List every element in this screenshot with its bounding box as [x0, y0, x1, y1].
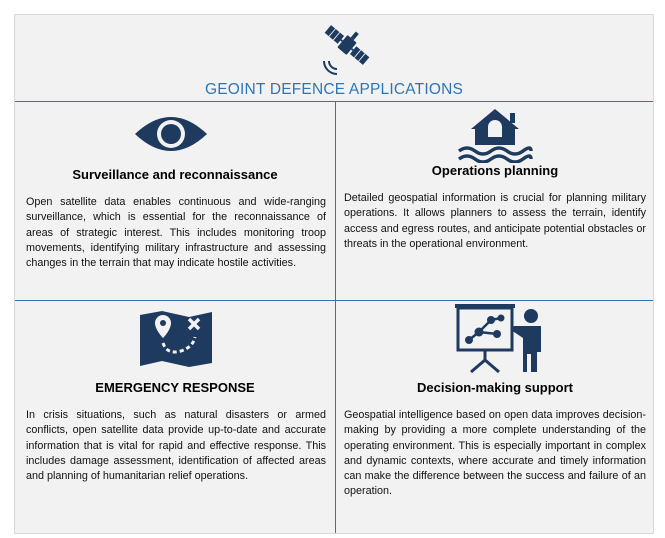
card-heading: Decision-making support: [416, 380, 574, 395]
house-flood-icon: [455, 107, 535, 163]
map-route-icon: [137, 309, 215, 369]
presentation-chart-icon: [453, 302, 549, 374]
card-text: Open satellite data enables continuous and wide-ranging surveillance, which is essential for the reconnaissance of areas of strategic interest. This includes monitoring troop movements, identifying military infrastructure and assessing changes in the terrain that may indicate hostile activities.: [26, 196, 326, 270]
card-heading: EMERGENCY RESPONSE: [95, 380, 255, 395]
eye-icon: [133, 110, 209, 158]
page-title: GEOINT DEFENCE APPLICATIONS: [204, 81, 464, 98]
card-text: In crisis situations, such as natural disasters or armed conflicts, open satellite data provide up-to-date and accurate information that is vital for rapid and effective response. This includes damage assessment, identification of affected areas and planning of humanitarian relief operations.: [26, 409, 326, 483]
card-heading: Operations planning: [431, 163, 559, 178]
card-text: Geospatial intelligence based on open data improves decision-making by providing a more complete understanding of the operating environment. This is especially important in complex and dynamic contexts, where accurate and timely information can make the difference between the success and failure of an operation.: [344, 409, 646, 498]
row-divider: [15, 300, 653, 301]
title-divider: [15, 101, 653, 102]
infographic-panel: [14, 14, 654, 534]
card-text: Detailed geospatial information is crucial for planning military operations. It allows planners to assess the terrain, identify access and egress routes, and anticipate potential obstacles or threats in the operational environment.: [344, 192, 646, 250]
column-divider: [335, 101, 336, 533]
satellite-icon: [315, 15, 379, 79]
card-heading: Surveillance and reconnaissance: [72, 167, 278, 182]
